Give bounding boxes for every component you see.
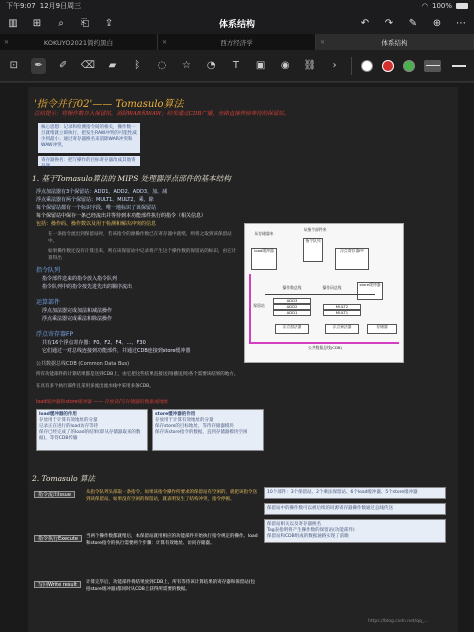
tab-architecture[interactable] [316, 34, 474, 50]
diag-vline [249, 274, 251, 343]
watermark: https://blog.csdn.net/qq_... [368, 619, 429, 624]
diag-memory: 存储器 [367, 324, 397, 334]
stage-issue-text: 从指令队列头部取一条指令。如果该指令操作所要求的保留站有空闲的，就把该指令送到该保留站。如果没有空闲的保留站，就表明发生了结构冲突，指令停顿。 [86, 490, 257, 502]
fpreg-title: 浮点寄存器FP [36, 331, 74, 338]
redo-icon[interactable]: ↷ [384, 17, 394, 29]
diag-opcode-bus: 操作码总线 [322, 285, 342, 290]
right-note-box [264, 519, 446, 543]
share-icon[interactable]: ⇪ [104, 17, 114, 29]
stage-execute-text: 当两个操作数都就绪后，本保留站就用相应的功能部件开始执行指令规定的操作。load和store指令的执行需要两个步骤：计算有效地址、访问存储器。 [86, 534, 258, 546]
eraser-icon[interactable]: ⌫ [80, 60, 95, 71]
cdb-red-note: load缓冲器和store缓冲器 —— 存放读/写存储器的数据或地址 [36, 400, 169, 405]
battery-icon [456, 3, 468, 9]
note-header-subtitle: 总结提示：将操作数存入保留站，消除WAR和WAW；结果通过CDB广播，旁路直接传给等待的保留站。 [34, 111, 290, 117]
right-note: 保留站和CDB组成的数据通路实现了前瞻 [267, 534, 349, 539]
diag-fp-multiplier: 浮点乘法器 [325, 324, 359, 334]
right-note: 保留站中的操作数可以被后续的同源寄存器操作数通过总线传送 [267, 506, 393, 511]
bullet-item: 每个保留站中保存一条已经流出并等待到本功能部件执行的指令（相关信息） [36, 213, 207, 219]
pen-icon[interactable]: ✒ [31, 58, 47, 74]
right-note-box [264, 503, 446, 515]
edit-icon[interactable]: ✎ [408, 17, 418, 29]
diag-rs-mult2: MULT2 [323, 304, 361, 310]
diag-rs-add3: ADD3 [273, 298, 311, 304]
section2-title: 2. Tomasulo 算法 [32, 474, 96, 483]
diag-operand-line [265, 294, 375, 295]
sub-note: 如果操作数还没有计算出来，则在该保留站中记录将产生这个操作数的保留站的标识，由它计算得出 [48, 249, 237, 261]
bookmark-icon[interactable]: ⎗ [81, 17, 89, 29]
tab-label: 体系结构 [381, 38, 408, 47]
section1-title: 1. 基于Tomasulo算法的 MIPS 处理器浮点部件的基本结构 [32, 174, 231, 183]
load-buffer-box [36, 409, 148, 451]
stroke-thin[interactable] [424, 60, 442, 72]
tab-label: KOKUYO2021简约黑白 [43, 38, 114, 47]
diag-instr-queue: 指令队列 [303, 238, 323, 262]
close-tab-icon[interactable]: ✕ [320, 38, 326, 46]
sticky-renaming: 寄存器换名：把写操作的目标寄存器改成其他寄存器。 [38, 156, 140, 166]
store-box-line: 保存store的目标地址，等待存储器模块 [155, 424, 234, 429]
cdb-line: 所有功能部件的计算结果都是送到CDB上，由它把这些结果直接送到(播送到)各个需要该结果的地方。 [36, 372, 239, 377]
battery-percent: 100% [431, 2, 452, 10]
bullet-item: 浮点加法器有3个保留站：ADD1、ADD2、ADD3，加、减 [36, 189, 168, 195]
undo-icon[interactable]: ↶ [360, 17, 370, 29]
diag-rs-add2: ADD2 [273, 304, 311, 310]
load-box-line: 存放用于计算有效地址的分量 [39, 418, 98, 423]
close-tab-icon[interactable]: ✕ [162, 38, 168, 46]
diag-cdb-line [249, 342, 399, 344]
queue-item: 指令部件送来的指令放入指令队列 [42, 276, 118, 282]
close-tab-icon[interactable]: ✕ [4, 38, 10, 46]
sub-note: 在一条指令流出到保留站时，若该指令的源操作数已在寄存器中就绪，则将之取到该保留站中。 [48, 232, 232, 244]
tab-bar [0, 34, 474, 50]
chevron-icon[interactable]: › [332, 60, 337, 71]
add-page-icon[interactable]: ⊕ [432, 17, 442, 29]
status-bar [0, 0, 474, 12]
load-box-title: load缓冲器的作用 [39, 412, 77, 417]
fu-item: 浮点乘法器完成乘法和除法操作 [42, 316, 113, 322]
store-box-line: 保存该store指令的数据，直到存储器模块空闲 [155, 430, 248, 435]
cdb-title: 公共数据总线CDB (Common Data Bus) [36, 361, 130, 367]
diag-operand-bus: 操作数总线 [282, 285, 302, 290]
bullet-item: 包括：操作码、操作数以及用于检测和解决冲突的信息 [36, 221, 157, 227]
store-box-line: 存放用于计算有效地址的分量 [155, 418, 214, 423]
fpreg-item: 共有16个浮点寄存器：F0、F2、F4、…、F30 [42, 340, 146, 346]
status-date: 12月9日周三 [39, 2, 82, 10]
tomasulo-diagram [244, 223, 404, 363]
lasso-icon[interactable]: ◌ [157, 60, 167, 71]
wifi-icon: ◠ [421, 2, 428, 10]
search-icon[interactable]: ⌕ [58, 17, 64, 29]
drawing-toolbar [0, 50, 474, 82]
status-time: 下午9:07 [6, 2, 36, 10]
right-notes [264, 487, 446, 543]
bullet-list [36, 188, 246, 228]
load-box-line: 保存已经完成了的load的结果(即从存储器取来的数据)，等待CDB传输 [39, 430, 141, 441]
stage-write-label: 写回Write result [34, 581, 81, 588]
sticker-icon[interactable]: ◔ [206, 60, 216, 71]
queue-item: 指令队列中的指令按先进先出的顺序流出 [42, 284, 133, 290]
sticky-core-idea: 核心思想：记录和检测指令间的相关，操作数一旦就绪就立即执行，把发生RAW冲突的可能性减少到最小；通过寄存器换名来消除WAR冲突和WAW冲突。 [38, 123, 140, 153]
highlighter-icon[interactable]: ▰ [108, 60, 117, 71]
toolbar-divider [351, 57, 352, 75]
fu-item: 浮点加法器完成加法和减法操作 [42, 308, 113, 314]
stroke-medium[interactable] [450, 60, 468, 72]
diag-from-instr: 从指令部件来 [303, 227, 327, 232]
fpreg-item: 它们通过一对总线连接到功能部件，并通过CDB连接到store缓冲器 [42, 348, 191, 354]
text-icon[interactable]: T [232, 60, 239, 71]
stage-execute-label: 指令执行Execute [34, 535, 82, 542]
right-note: Tag表指明将产生操作数的保留站(功能部件) [267, 528, 355, 533]
bullet-item: 每个保留站都有一个标识字段，唯一地标识了该保留站 [36, 205, 157, 211]
read-mode-icon[interactable]: ⊡ [9, 60, 19, 71]
note-page[interactable] [28, 87, 458, 632]
right-note: 保留站相关以及寄存器换名 [267, 522, 321, 527]
cdb-line: 在具有多个执行部件且采用多流出流水线中采用多条CDB。 [36, 384, 154, 389]
color-green-swatch[interactable] [403, 60, 415, 72]
tab-kokuyo[interactable] [0, 34, 158, 50]
image-icon[interactable]: ▣ [255, 60, 266, 71]
more-icon[interactable]: ⋯ [456, 17, 466, 29]
camera-icon[interactable]: ◉ [280, 60, 290, 71]
diag-fp-adder: 浮点加法器 [275, 324, 309, 334]
note-canvas[interactable] [0, 83, 474, 632]
diag-fp-reg: 浮点寄存器FP [335, 248, 369, 270]
queue-title: 指令队列 [36, 267, 61, 274]
sub-notes [48, 231, 238, 262]
diag-rs-add1: ADD1 [273, 310, 311, 316]
stage-write-text: 计算完毕后，功能部件将结果放到CDB上，所有等待该计算结果的寄存器和保留站(包括store缓冲器)都同时从CDB上获得所需要的数据。 [86, 580, 255, 592]
right-note-box [264, 487, 446, 499]
tab-economics[interactable] [158, 34, 316, 50]
diag-from-memory: 从存储器来 [254, 231, 274, 236]
nav-bar [0, 12, 474, 34]
stage-issue-label: 指令流出Issue [34, 491, 75, 498]
pencil-icon[interactable]: ✐ [58, 60, 68, 71]
color-white-swatch[interactable] [361, 60, 373, 72]
grid-icon[interactable]: ⊞ [32, 17, 42, 29]
sidebar-icon[interactable]: ▥ [8, 17, 18, 29]
diag-rs-label: 保留站 [253, 303, 265, 308]
diag-cdb: 公共数据总线(CDB) [308, 345, 342, 350]
color-red-swatch[interactable] [382, 60, 394, 72]
store-box-title: store缓冲器的作用 [155, 412, 196, 417]
store-buffer-box [152, 409, 264, 451]
diag-store-buffer: store缓冲器 [357, 282, 383, 300]
load-box-line: 记录正在进行的load访存等待 [39, 424, 99, 429]
right-note: 10个部件：3个保留站、2个乘法保留站、6个load缓冲器、5个store缓冲器 [267, 490, 418, 495]
tab-label: 西方经济学 [220, 38, 253, 47]
fu-title: 运算部件 [36, 299, 61, 306]
diag-load-buffer: load缓冲器 [251, 248, 277, 270]
note-header-title: '指令并行02'—— Tomasulo算法 [34, 99, 184, 110]
document-title: 体系结构 [218, 19, 255, 30]
diag-rs-mult1: MULT1 [323, 310, 361, 316]
shapes-icon[interactable]: ☆ [182, 60, 192, 71]
bluetooth-icon[interactable]: ᛒ [134, 60, 141, 71]
bullet-item: 浮点乘法器有两个保留站：MULT1、MULT2，乘、除 [36, 197, 154, 203]
link-icon[interactable]: ⛓ [303, 60, 317, 71]
